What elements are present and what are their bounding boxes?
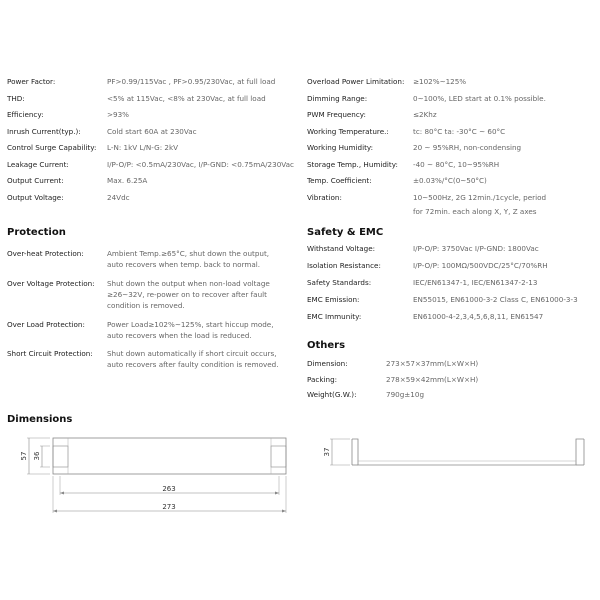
protection-value: auto recovers when temp. back to normal. <box>107 260 261 269</box>
safety-value: IEC/EN61347-1, IEC/EN61347-2-13 <box>413 278 538 287</box>
spec-label: Output Current: <box>7 176 64 185</box>
spec-value: ≥102%~125% <box>413 77 467 86</box>
top-view-drawing <box>0 425 300 525</box>
spec-value: 10~500Hz, 2G 12min./1cycle, period <box>413 193 547 202</box>
protection-value: auto recovers when the load is reduced. <box>107 331 252 340</box>
side-view-drawing <box>300 425 600 485</box>
spec-value: L-N: 1kV L/N-G: 2kV <box>107 143 179 152</box>
spec-label: Power Factor: <box>7 77 56 86</box>
safety-label: EMC Emission: <box>307 295 360 304</box>
spec-label: Working Temperature.: <box>307 127 389 136</box>
protection-heading: Protection <box>7 227 66 238</box>
protection-label: Over Voltage Protection: <box>7 279 95 288</box>
spec-label: Vibration: <box>307 193 342 202</box>
others-label: Dimension: <box>307 359 348 368</box>
spec-label: Output Voltage: <box>7 193 64 202</box>
spec-label: Control Surge Capability: <box>7 143 97 152</box>
spec-value: PF>0.99/115Vac , PF>0.95/230Vac, at full load <box>107 77 276 86</box>
spec-value: ±0.03%/°C(0~50°C) <box>413 176 487 185</box>
spec-value: >93% <box>107 110 129 119</box>
others-label: Weight(G.W.): <box>307 390 357 399</box>
dim-263: 263 <box>162 485 176 493</box>
spec-value: ≤2Khz <box>413 110 437 119</box>
spec-value: 0~100%, LED start at 0.1% possible. <box>413 94 546 103</box>
others-value: 273×57×37mm(L×W×H) <box>386 359 479 368</box>
safety-value: I/P-O/P: 3750Vac I/P-GND: 1800Vac <box>413 244 539 253</box>
protection-label: Over-heat Protection: <box>7 249 84 258</box>
others-heading: Others <box>307 340 346 351</box>
right-end-tab <box>271 446 286 467</box>
spec-label: Overload Power Limitation: <box>307 77 405 86</box>
safety-label: Isolation Resistance: <box>307 261 381 270</box>
others-label: Packing: <box>307 375 338 384</box>
driver-body <box>53 438 286 474</box>
others-value: 278×59×42mm(L×W×H) <box>386 375 479 384</box>
safety-heading: Safety & EMC <box>307 227 384 238</box>
protection-value: Power Load≥102%~125%, start hiccup mode, <box>107 320 274 329</box>
protection-value: Shut down automatically if short circuit occurs, <box>107 349 277 358</box>
spec-value: Cold start 60A at 230Vac <box>107 127 197 136</box>
safety-value: EN55015, EN61000-3-2 Class C, EN61000-3-3 <box>413 295 578 304</box>
dim-57: 57 <box>20 451 28 461</box>
spec-label: Inrush Current(typ.): <box>7 127 81 136</box>
spec-label: Efficiency: <box>7 110 44 119</box>
spec-label: Storage Temp., Humidity: <box>307 160 398 169</box>
dim-273: 273 <box>162 503 176 511</box>
safety-label: Withstand Voltage: <box>307 244 376 253</box>
safety-value: I/P-O/P: 100MΩ/500VDC/25°C/70%RH <box>413 261 548 270</box>
protection-value: auto recovers after faulty condition is removed. <box>107 360 279 369</box>
spec-value: tc: 80°C ta: -30°C ~ 60°C <box>413 127 506 136</box>
protection-value: Shut down the output when non-load voltage <box>107 279 270 288</box>
dimensions-heading: Dimensions <box>7 414 73 425</box>
spec-label: Working Humidity: <box>307 143 374 152</box>
spec-value: 24Vdc <box>107 193 130 202</box>
safety-label: Safety Standards: <box>307 278 372 287</box>
others-value: 790g±10g <box>386 390 425 399</box>
protection-value: Ambient Temp.≥65°C, shut down the output, <box>107 249 270 258</box>
spec-value: Max. 6.25A <box>107 176 148 185</box>
spec-label: THD: <box>7 94 25 103</box>
safety-label: EMC Immunity: <box>307 312 362 321</box>
spec-value-line2: for 72min. each along X, Y, Z axes <box>413 207 537 216</box>
protection-value: ≥26~32V, re-power on to recover after fault <box>107 290 267 299</box>
protection-value: condition is removed. <box>107 301 185 310</box>
spec-value: 20 ~ 95%RH, non-condensing <box>413 143 522 152</box>
dim-37: 37 <box>323 447 331 457</box>
spec-label: PWM Frequency: <box>307 110 366 119</box>
spec-value: <5% at 115Vac, <8% at 230Vac, at full load <box>107 94 266 103</box>
protection-label: Over Load Protection: <box>7 320 85 329</box>
safety-value: EN61000-4-2,3,4,5,6,8,11, EN61547 <box>413 312 544 321</box>
protection-label: Short Circuit Protection: <box>7 349 93 358</box>
spec-label: Leakage Current: <box>7 160 69 169</box>
left-end-tab <box>53 446 68 467</box>
spec-label: Temp. Coefficient: <box>307 176 372 185</box>
dim-36: 36 <box>33 451 41 461</box>
spec-label: Dimming Range: <box>307 94 368 103</box>
spec-value: -40 ~ 80°C, 10~95%RH <box>413 160 500 169</box>
spec-value: I/P-O/P: <0.5mA/230Vac, I/P-GND: <0.75mA/230Vac <box>107 160 294 169</box>
